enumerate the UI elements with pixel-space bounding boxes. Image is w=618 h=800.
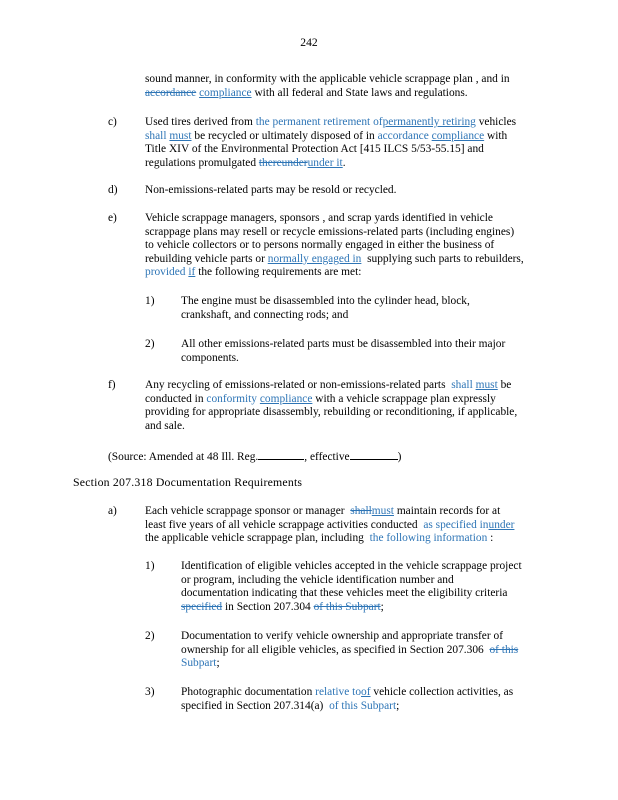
inserted-text: normally engaged in (267, 252, 362, 265)
text: the applicable vehicle scrappage plan, including (145, 532, 364, 545)
cont-line-2 (145, 87, 510, 101)
text: Any recycling of emissions-related or non-emissions-related parts (145, 379, 446, 391)
text: specified in Section 207.314(a) (181, 699, 324, 712)
deleted-text: conformity (206, 392, 258, 405)
text: vehicle collection activities, as (373, 686, 514, 698)
deleted-text: thereunder (258, 156, 308, 169)
sa1-line-4 (181, 601, 522, 615)
text: least five years of all vehicle scrappage activities conducted (145, 518, 418, 531)
inserted-text: compliance (259, 392, 313, 405)
sa3-line-1 (181, 686, 513, 700)
text: conducted in (145, 392, 204, 405)
text: with a vehicle scrappage plan expressly (315, 392, 496, 405)
text: regulations promulgated (145, 156, 257, 169)
sa2-line-3 (181, 657, 518, 671)
text: in Section 207.304 (224, 600, 311, 613)
text: : (490, 532, 494, 545)
sa3-line-2 (181, 700, 513, 714)
text: supplying such parts to rebuilders, (367, 252, 524, 265)
deleted-text: the permanent retirement of (255, 116, 383, 128)
sa1-line-1: Identification of eligible vehicles accepted in the vehicle scrappage project (181, 560, 522, 572)
section-subitem-label-1: 1) (145, 560, 155, 572)
sa1-line-2: or program, including the vehicle identification number and (181, 573, 454, 586)
item-label-d: d) (108, 184, 118, 196)
text: sound manner, in conformity with the applicable vehicle scrappage plan (145, 73, 473, 85)
e1-line-1: The engine must be disassembled into the cylinder head, block, (181, 295, 470, 307)
section-subitem-2 (181, 630, 518, 671)
sa-line-2 (145, 519, 514, 533)
subitem-e2 (181, 338, 505, 365)
section-subitem-label-2: 2) (145, 630, 155, 642)
text: Each vehicle scrappage sponsor or manager (145, 505, 345, 517)
text: , and in (475, 73, 510, 85)
text: . (342, 156, 346, 169)
text: ; (380, 600, 384, 613)
c-line-3: Title XIV of the Environmental Protection Act [415 ILCS 5/53-55.15] and (145, 143, 484, 156)
c-line-2 (145, 130, 516, 144)
c-line-4 (145, 157, 516, 171)
source-note (108, 449, 401, 465)
deleted-text: Subpart (181, 657, 217, 670)
c-line-1 (145, 116, 516, 130)
f-line-1 (145, 379, 517, 393)
inserted-text: under it (307, 156, 343, 169)
inserted-text: compliance (431, 129, 485, 142)
deleted-text: provided (145, 266, 186, 279)
deleted-text: of this (489, 643, 519, 656)
sa-line-1 (145, 505, 514, 519)
inserted-text: must (371, 505, 394, 517)
item-label-e: e) (108, 212, 117, 224)
deleted-text: as specified in (423, 518, 489, 531)
section-paragraph-a (145, 505, 514, 546)
text: Used tires derived from (145, 116, 253, 128)
text: (Source: Amended at 48 Ill. Reg. (108, 451, 259, 463)
f-line-3: providing for appropriate disassembly, rebuilding or reconditioning, if applicable, (145, 406, 518, 419)
text: vehicles (478, 116, 517, 128)
sa-line-3 (145, 532, 514, 546)
cont-line-1 (145, 73, 510, 87)
item-label-f: f) (108, 379, 116, 391)
text: the following requirements are met: (198, 266, 362, 279)
text: with (487, 129, 508, 142)
subitem-e1 (181, 295, 470, 322)
sa1-line-3: documentation indicating that these vehicles meet the eligibility criteria (181, 587, 508, 600)
e1-line-2: crankshaft, and connecting rods; and (181, 308, 349, 321)
text: , and scrap yards identified in vehicle (322, 212, 493, 224)
inserted-text: if (188, 266, 196, 279)
section-subitem-3 (181, 686, 513, 713)
text: , effective (304, 451, 350, 463)
inserted-text: of (361, 686, 371, 698)
paragraph-e (145, 212, 524, 280)
section-item-label-a: a) (108, 505, 117, 517)
subitem-label-e2: 2) (145, 338, 155, 350)
inserted-text: under (488, 518, 515, 531)
e2-line-2: components. (181, 351, 239, 364)
section-subitem-label-3: 3) (145, 686, 155, 698)
page-number: 242 (300, 36, 318, 49)
blank-line (258, 449, 304, 460)
text: ; (396, 699, 400, 712)
text: ; (216, 657, 220, 670)
f-line-4: and sale. (145, 419, 185, 432)
deleted-text: of this Subpart (313, 600, 381, 613)
blank-line (350, 449, 398, 460)
text: maintain records for at (396, 505, 501, 517)
e-line-4 (145, 253, 524, 267)
e2-line-1: All other emissions-related parts must be disassembled into their major (181, 338, 506, 350)
e-line-5 (145, 266, 524, 280)
deleted-text: accordance (145, 86, 197, 99)
e-line-1 (145, 212, 524, 226)
f-line-2 (145, 393, 517, 407)
item-label-c: c) (108, 116, 117, 128)
deleted-text: specified (181, 600, 223, 613)
deleted-text: shall (350, 505, 372, 517)
e-line-2: scrappage plans may resell or recycle emissions-related parts (including engines) (145, 225, 515, 238)
sa2-line-1: Documentation to verify vehicle ownership and appropriate transfer of (181, 630, 503, 642)
text: rebuilding vehicle parts or (145, 252, 265, 265)
text: ownership for all eligible vehicles, as specified in Section 207.306 (181, 643, 484, 656)
e-line-3: to vehicle collectors or to persons normally engaged in either the business of (145, 239, 495, 252)
deleted-text: of this Subpart (329, 699, 397, 712)
deleted-text: accordance (377, 129, 429, 142)
section-subitem-1 (181, 560, 522, 614)
section-heading: Section 207.318 Documentation Requirements (73, 475, 303, 489)
deleted-text: shall (451, 379, 473, 391)
sa2-line-2 (181, 644, 518, 658)
inserted-text: compliance (199, 86, 252, 99)
text: Vehicle scrappage managers, sponsors (145, 212, 320, 224)
deleted-text: the following information (369, 532, 488, 545)
text: be (500, 379, 512, 391)
subitem-label-e1: 1) (145, 295, 155, 307)
paragraph-f (145, 379, 517, 433)
deleted-text: relative to (315, 686, 362, 698)
text: Photographic documentation (181, 686, 313, 698)
text: be recycled or ultimately disposed of in (194, 129, 375, 142)
text: with all federal and State laws and regulations. (254, 86, 468, 99)
continuation-paragraph (145, 73, 510, 100)
inserted-text: must (475, 379, 498, 391)
deleted-text: shall (145, 129, 167, 142)
text: ) (397, 451, 402, 463)
inserted-text: permanently retiring (382, 116, 476, 128)
inserted-text: must (169, 129, 192, 142)
paragraph-d: Non-emissions-related parts may be resold or recycled. (145, 184, 397, 196)
paragraph-c (145, 116, 516, 170)
